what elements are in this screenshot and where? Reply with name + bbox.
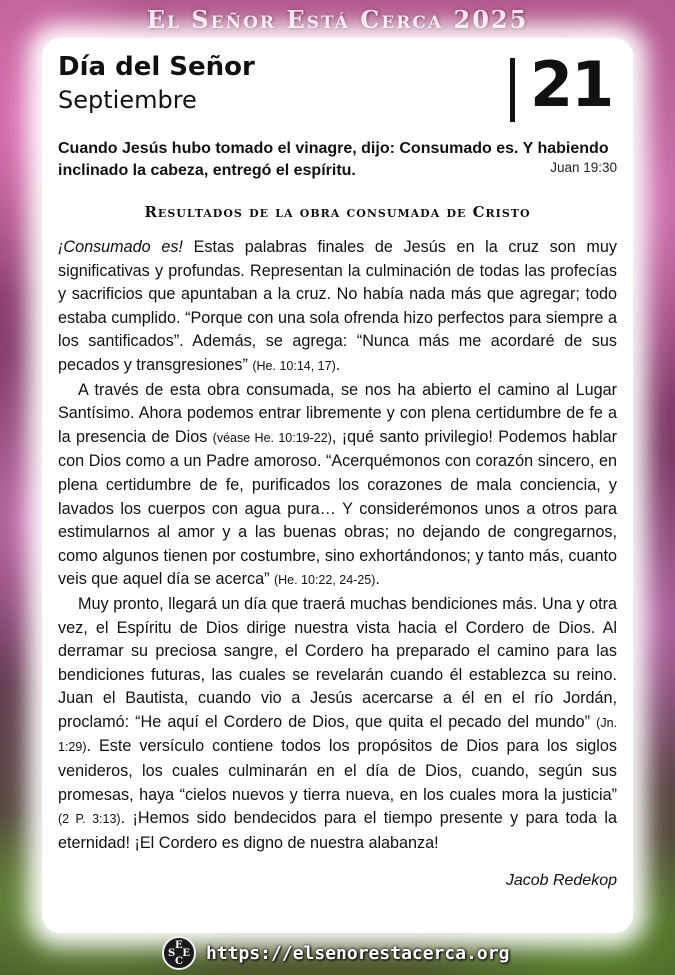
paragraph-3-text-a: Muy pronto, llegará un día que traerá muchas bendiciones más. Una y otra vez, el Espíritu de Dios dirige nuestra vista hacia el Cordero de Dios. Al derramar su preciosa sangre, el Cordero ha preparado el camino para las bendiciones futuras, las cuales se revelarán cuando él establezca su reino. Juan el Bautista, cuando vio a Jesús acercarse a él en el río Jordán, proclamó: “He aquí el Cordero de Dios, que quita el pecado del mundo”	[58, 594, 617, 731]
logo-letter: S	[168, 948, 176, 959]
month-label: Septiembre	[58, 86, 197, 114]
key-verse-reference: Juan 19:30	[550, 160, 617, 175]
scripture-reference: (véase He. 10:19-22)	[212, 430, 332, 445]
date-number: 21	[530, 48, 613, 121]
devotional-body	[58, 236, 617, 855]
paragraph-2-text-b: , ¡qué santo privilegio! Podemos hablar con Dios como a un Padre amoroso. “Acerquémonos con corazón sincero, en plena certidumbre de fe, purificados los corazones de mala conciencia, y lavados los cuerpos con agua pura… Y considerémonos unos a otros para estimularnos al amor y a las buenas obras; no dejando de congregarnos, como algunos tienen por costumbre, sino exhortándonos; y tanto más, cuanto veis que aquel día se acerca”	[58, 427, 617, 589]
website-link[interactable]: https://elsenorestacerca.org	[206, 942, 510, 964]
day-label: Día del Señor	[58, 52, 255, 82]
paragraph-3-text-c: . ¡Hemos sido bendecidos para el tiempo presente y para toda la eternidad! ¡El Cordero es digno de nuestra alabanza!	[58, 809, 617, 852]
paragraph-1	[58, 236, 617, 379]
scripture-reference: (He. 10:22, 24-25)	[273, 573, 376, 588]
footer	[162, 935, 509, 971]
paragraph-1-opening: ¡Consumado es!	[58, 238, 183, 256]
paragraph-3-text-b: . Este versículo contiene todos los propósitos de Dios para los siglos venideros, los cuales culminarán en el día de Dios, cuando, según sus promesas, haya “cielos nuevos y tierra nueva, en los cuales mora la justicia”	[58, 737, 617, 804]
paragraph-3	[58, 593, 617, 856]
scripture-reference: (2 P. 3:13)	[58, 812, 121, 827]
logo-letter: C	[175, 956, 183, 967]
author-name: Jacob Redekop	[505, 872, 617, 889]
paragraph-2-end: .	[375, 570, 380, 589]
page-header-title: El Señor Está Cerca 2025	[146, 5, 529, 34]
logo-letter: E	[175, 940, 183, 951]
logo-letter: E	[182, 948, 190, 959]
scripture-reference: (Jn. 1:29)	[58, 715, 617, 755]
paragraph-2-text-a: A través de esta obra consumada, se nos ha abierto el camino al Lugar Santísimo. Ahora podemos entrar libremente y con plena certidumbre de fe a la presencia de Dios	[58, 380, 617, 446]
paragraph-2	[58, 379, 617, 593]
esec-logo-icon	[162, 936, 196, 970]
paragraph-1-end: .	[335, 355, 341, 374]
section-title: Resultados de la obra consumada de Cristo	[144, 203, 531, 221]
key-verse: Cuando Jesús hubo tomado el vinagre, dijo: Consumado es. Y habiendo inclinado la cabeza, entregó el espíritu.	[58, 140, 609, 179]
date-divider	[510, 58, 515, 122]
paragraph-1-text: Estas palabras finales de Jesús en la cruz son muy significativas y profundas. Representan la culminación de todas las profecías y sacrificios que apuntaban a la cruz. No había nada más que agregar; todo estaba cumplido. “Porque con una sola ofrenda hizo perfectos para siempre a los santificados”. Además, se agrega: “Nunca más me acordaré de sus pecados y transgresiones”	[58, 238, 617, 374]
scripture-reference: (He. 10:14, 17)	[252, 358, 336, 373]
